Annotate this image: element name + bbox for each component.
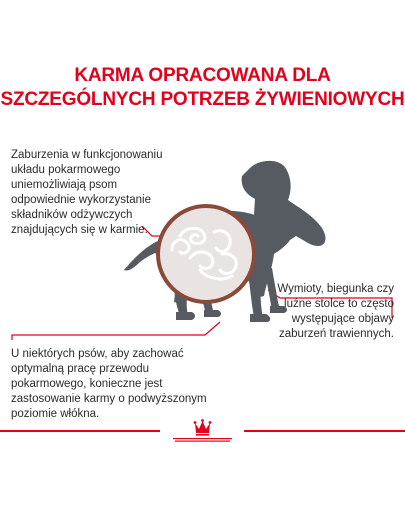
callout-fiber	[11, 347, 207, 422]
callout-digestion-disorders	[11, 148, 163, 238]
callout-line: poziomie włókna.	[11, 408, 100, 420]
callout-line: pokarmowego, konieczne jest	[11, 378, 163, 390]
footer-divider-right	[244, 430, 405, 432]
callout-line: Zaburzenia w funkcjonowaniu	[11, 149, 163, 161]
footer-divider-left	[0, 430, 160, 432]
callout-line: luźne stolce to często	[284, 298, 394, 310]
callout-symptoms	[277, 282, 394, 342]
callout-line: układu pokarmowego	[11, 164, 121, 176]
callout-line: zastosowanie karmy o podwyższonym	[11, 393, 207, 405]
callout-line: Wymioty, biegunka czy	[277, 283, 394, 295]
page-title-line-1: KARMA OPRACOWANA DLA	[74, 65, 331, 86]
callout-line: U niektórych psów, aby zachować	[11, 348, 184, 360]
callout-line: uniemożliwiają psom	[11, 179, 118, 191]
callout-line: odpowiednie wykorzystanie	[11, 194, 151, 206]
page-title-line-2: SZCZEGÓLNYCH POTRZEB ŻYWIENIOWYCH	[0, 89, 405, 110]
callout-line: składników odżywczych	[11, 209, 133, 221]
callout-line: optymalną pracę przewodu	[11, 363, 150, 375]
royal-canin-crown-icon	[165, 419, 240, 443]
connector-bottom-left	[12, 322, 220, 340]
callout-line: występujące objawy	[291, 313, 394, 325]
callout-line: znajdujących się w karmie.	[11, 224, 148, 236]
callout-line: zaburzeń trawiennych.	[278, 328, 394, 340]
